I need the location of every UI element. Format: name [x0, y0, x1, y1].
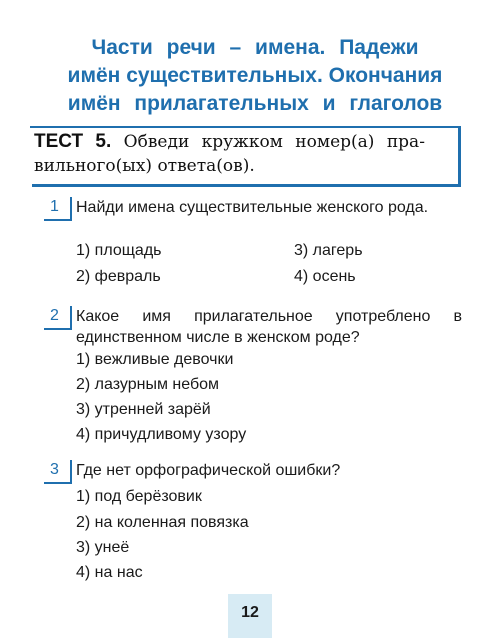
option[interactable]: 3) унеё	[76, 539, 130, 556]
question-text: Где нет орфографической ошибки?	[76, 462, 341, 479]
test-instruction-line-2: вильного(ых) ответа(ов).	[34, 156, 255, 176]
option[interactable]: 2) февраль	[76, 268, 161, 285]
option[interactable]: 4) причудливому узору	[76, 426, 247, 443]
option[interactable]: 1) вежливые девочки	[76, 351, 234, 368]
question-number: 2	[50, 307, 59, 324]
option[interactable]: 1) площадь	[76, 242, 162, 259]
option[interactable]: 2) на коленная повязка	[76, 514, 249, 531]
title-line-1: Части речи – имена. Падежи	[91, 36, 419, 59]
question-text: Какое имя прилагательное употреблено в единственном числе в женском роде?	[76, 308, 462, 346]
question-text: Найди имена существительные женского рода.	[76, 199, 429, 216]
option[interactable]: 1) под берёзовик	[76, 488, 202, 505]
page-title	[40, 34, 470, 118]
option[interactable]: 2) лазурным небом	[76, 376, 219, 393]
title-line-2: имён существительных. Окончания	[67, 64, 443, 87]
test-instruction-line-1: Обведи кружком номер(а) пра-	[123, 132, 425, 152]
test-header	[32, 126, 461, 187]
option[interactable]: 4) осень	[294, 268, 356, 285]
question-number-box	[44, 460, 72, 484]
question-number-box	[44, 306, 72, 330]
page-number: 12	[241, 604, 259, 621]
title-line-3: имён прилагательных и глаголов	[67, 92, 443, 115]
test-header-rule	[30, 126, 460, 128]
question-number: 3	[50, 461, 59, 478]
option[interactable]: 3) лагерь	[294, 242, 363, 259]
page-number-badge	[228, 594, 272, 638]
test-label: ТЕСТ 5.	[34, 131, 112, 152]
option[interactable]: 4) на нас	[76, 564, 143, 581]
question-number-box	[44, 197, 72, 221]
option[interactable]: 3) утренней зарёй	[76, 401, 211, 418]
test-instruction	[34, 130, 454, 178]
question-number: 1	[50, 198, 59, 215]
